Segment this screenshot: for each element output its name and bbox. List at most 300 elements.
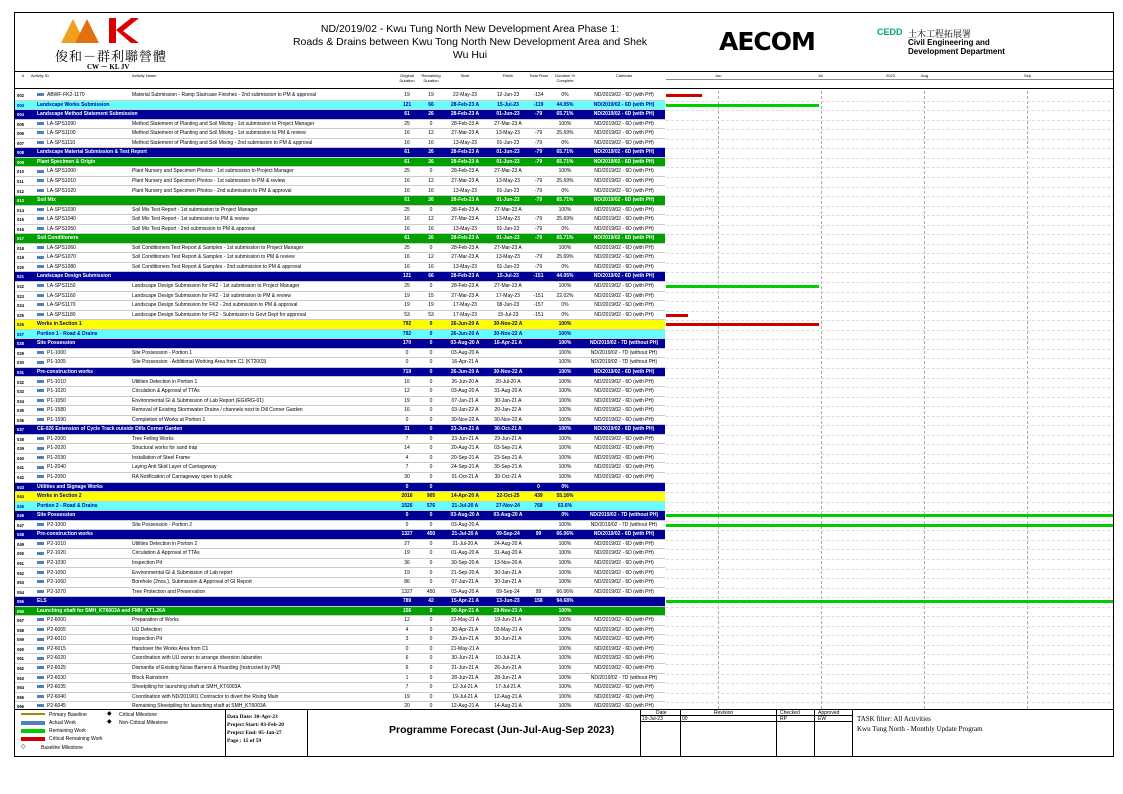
cell-s: 03-Aug-20 A xyxy=(451,521,479,528)
cell-r: 0 xyxy=(429,617,433,624)
gantt-bar[interactable] xyxy=(666,514,1114,517)
gantt-bar[interactable] xyxy=(666,323,819,326)
cell-id: P2-1070 xyxy=(37,588,133,597)
table-row[interactable] xyxy=(15,683,665,693)
cell-id: CE-026 Extension of Cycle Track outside Dills Corner Garden xyxy=(37,426,183,433)
cell-name: Environmental GI & Submission of Lab Report (EGI/RG-01) xyxy=(132,397,264,404)
table-row[interactable] xyxy=(15,635,665,645)
cell-o: 61 xyxy=(404,197,410,204)
group-row[interactable] xyxy=(15,148,665,158)
cell-n: 033 xyxy=(17,389,24,395)
col-rem-duration[interactable]: Remaining Duration xyxy=(421,73,441,83)
cell-o: 14 xyxy=(404,445,410,452)
table-row[interactable] xyxy=(15,120,665,130)
gantt-bar[interactable] xyxy=(666,600,1114,603)
cell-c: ND/2019/02 - 7D (without PH) xyxy=(590,674,658,681)
cell-n: 019 xyxy=(17,255,24,261)
cell-n: 037 xyxy=(17,427,24,433)
cell-s: 27-Mar-23 A xyxy=(451,254,479,261)
legend-item: Baseline Milestone xyxy=(41,745,83,751)
group-row[interactable] xyxy=(15,330,665,340)
cell-p: 94.68% xyxy=(556,598,574,605)
cell-r: 16 xyxy=(428,225,434,232)
cell-o: 20 xyxy=(404,703,410,710)
cell-s: 30-Apr-21 A xyxy=(451,626,479,633)
cell-r: 0 xyxy=(429,206,433,213)
gantt-bar[interactable] xyxy=(666,285,819,288)
cell-r: 0 xyxy=(429,244,433,251)
gantt-rowline xyxy=(666,263,1114,264)
cell-n: 016 xyxy=(17,226,24,232)
col-num[interactable]: # xyxy=(21,73,25,78)
cell-p: 65.71% xyxy=(556,235,574,242)
cell-r: 0 xyxy=(429,550,433,557)
cell-c: ND/2019/02 - 6D (with PH) xyxy=(594,559,654,566)
cell-n: 018 xyxy=(17,245,24,251)
cell-n: 007 xyxy=(17,140,24,146)
table-row[interactable] xyxy=(15,397,665,407)
cell-f: 30-Oct-21 A xyxy=(494,426,522,433)
gantt-rowline xyxy=(666,234,1114,235)
cell-s: 27-Mar-23 A xyxy=(451,177,479,184)
cell-id: LA-SPS1110 xyxy=(37,139,133,148)
cell-tf: -79 xyxy=(534,225,543,232)
gantt-rowline xyxy=(666,473,1114,474)
group-row[interactable] xyxy=(15,234,665,244)
col-pct-complete[interactable]: Duration % Complete xyxy=(555,73,575,83)
group-row[interactable] xyxy=(15,530,665,540)
cell-name: Site Possession - Portion 2 xyxy=(132,521,193,528)
cell-r: 12 xyxy=(428,254,434,261)
cell-n: 022 xyxy=(17,284,24,289)
gantt-bar[interactable] xyxy=(666,524,1114,527)
table-row[interactable] xyxy=(15,253,665,263)
cell-id: P1-2050 xyxy=(37,473,133,482)
cell-name: Landscape Design Submission for FK2 - 1st submission to Project Manager xyxy=(132,283,300,289)
cell-id: P1-1020 xyxy=(37,387,133,396)
gantt-rowline xyxy=(666,148,1114,149)
cell-r: 42 xyxy=(428,598,434,605)
table-row[interactable] xyxy=(15,139,665,149)
cell-r: 26 xyxy=(428,197,434,204)
cell-c: ND/2019/02 - 6D (with PH) xyxy=(594,216,654,223)
cell-f: 15-Jul-23 xyxy=(497,101,519,108)
cell-c: ND/2019/02 - 6D (with PH) xyxy=(594,626,654,633)
cell-id: Pre-construction works xyxy=(37,368,93,375)
critical-swatch xyxy=(21,737,45,741)
table-row[interactable] xyxy=(15,406,665,416)
table-row[interactable] xyxy=(15,616,665,626)
cell-id: P1-1580 xyxy=(37,406,133,415)
gantt-rowline xyxy=(666,225,1114,226)
table-row[interactable] xyxy=(15,540,665,550)
cell-o: 792 xyxy=(402,330,412,337)
schedule-grid xyxy=(15,71,1114,719)
table-row[interactable] xyxy=(15,654,665,664)
group-row[interactable] xyxy=(15,607,665,617)
table-row[interactable] xyxy=(15,358,665,368)
col-finish[interactable]: Finish xyxy=(502,73,514,78)
group-row[interactable] xyxy=(15,158,665,168)
col-activity-id[interactable]: Activity ID xyxy=(31,73,49,78)
cell-r: 0 xyxy=(429,559,433,566)
cell-s: 30-Apr-21 A xyxy=(451,607,479,614)
table-row[interactable] xyxy=(15,674,665,684)
cell-o: 121 xyxy=(402,273,412,280)
cell-p: 100% xyxy=(558,359,572,366)
table-row[interactable] xyxy=(15,416,665,426)
cell-r: 26 xyxy=(428,149,434,156)
cell-tf: -157 xyxy=(533,302,544,309)
cell-n: 041 xyxy=(17,465,24,471)
cell-s: 24-Sep-21 A xyxy=(451,464,479,471)
cell-r: 0 xyxy=(429,684,433,691)
cell-c: ND/2019/02 - 6D (with PH) xyxy=(594,588,654,595)
cell-name: Plant Nursery and Specimen Photos - 1st submission to PM & review xyxy=(132,177,286,184)
cell-id: LA-SPS1000 xyxy=(37,167,133,176)
group-row[interactable] xyxy=(15,492,665,502)
cell-n: 031 xyxy=(17,369,24,375)
cell-n: 004 xyxy=(17,112,24,118)
cell-id: P2-6000 xyxy=(37,616,133,625)
cell-f: 31-Aug-20 A xyxy=(494,388,522,395)
month-gridline xyxy=(718,91,719,719)
cell-name: Tree Felling Works xyxy=(132,435,174,442)
table-row[interactable] xyxy=(15,569,665,579)
cell-id: P2-6005 xyxy=(37,626,133,635)
col-orig-duration[interactable]: Original Duration xyxy=(399,73,415,83)
gantt-rowline xyxy=(666,406,1114,407)
cell-n: 026 xyxy=(17,322,24,328)
cell-id: Utilities and Signage Works xyxy=(37,483,103,490)
cell-o: 1327 xyxy=(401,588,413,595)
cell-r: 53 xyxy=(428,311,434,318)
cell-n: 021 xyxy=(17,274,24,280)
gantt-rowline xyxy=(666,282,1114,283)
cell-s: 16-Apr-21 A xyxy=(451,359,479,366)
cell-f: 15-Jul-23 xyxy=(497,273,519,280)
cell-o: 16 xyxy=(404,225,410,232)
legend-item: Critical Remaining Work xyxy=(49,736,103,742)
group-row[interactable] xyxy=(15,597,665,607)
table-row[interactable] xyxy=(15,473,665,483)
group-row[interactable] xyxy=(15,511,665,521)
cell-c: ND/2019/02 - 6D (with PH) xyxy=(593,111,655,118)
cell-p: 100% xyxy=(558,378,572,385)
table-row[interactable] xyxy=(15,206,665,216)
gantt-bar[interactable] xyxy=(666,94,702,97)
cell-id: ABWF-FK2-1170 xyxy=(37,91,133,100)
col-activity-name[interactable]: Activity Name xyxy=(132,73,157,78)
table-row[interactable] xyxy=(15,588,665,598)
cell-s: 30-Jun-21 A xyxy=(451,655,479,662)
cell-f: 12-Aug-21 A xyxy=(494,693,522,700)
cell-r: 0 xyxy=(429,349,433,356)
gantt-rowline xyxy=(666,330,1114,331)
cell-r: 0 xyxy=(429,120,433,127)
table-row[interactable] xyxy=(15,301,665,311)
cell-p: 63.6% xyxy=(557,502,573,509)
col-total-float[interactable]: Total Float xyxy=(529,73,548,78)
cell-s: 19-Jul-21 A xyxy=(452,693,478,700)
cell-f: 03-Sep-21 A xyxy=(494,445,522,452)
table-row[interactable] xyxy=(15,129,665,139)
cell-p: 100% xyxy=(558,407,572,414)
gantt-rowline xyxy=(666,358,1114,359)
cell-tf: -79 xyxy=(534,158,543,165)
cell-id: P1-2030 xyxy=(37,454,133,463)
table-row[interactable] xyxy=(15,378,665,388)
group-row[interactable] xyxy=(15,425,665,435)
cell-f: 30-Jan-21 A xyxy=(494,569,522,576)
cell-c: ND/2019/02 - 6D (with PH) xyxy=(594,263,654,270)
cell-r: 0 xyxy=(429,330,433,337)
cell-c: ND/2019/02 - 6D (with PH) xyxy=(594,168,654,175)
table-row[interactable] xyxy=(15,559,665,569)
group-row[interactable] xyxy=(15,368,665,378)
gantt-rowline xyxy=(666,635,1114,636)
cell-tf: 99 xyxy=(535,531,542,538)
cell-n: 032 xyxy=(17,379,24,385)
timescale-month: Jun xyxy=(715,73,722,78)
timescale-month: Jul xyxy=(818,73,824,78)
cell-n: 017 xyxy=(17,236,24,242)
gantt-rowline xyxy=(666,339,1114,340)
table-row[interactable] xyxy=(15,167,665,177)
cell-n: 035 xyxy=(17,408,24,414)
cell-c: ND/2019/02 - 6D (with PH) xyxy=(594,703,654,710)
cedd-mark: CEDD xyxy=(877,27,903,37)
cell-n: 049 xyxy=(17,541,24,547)
gantt-rowline xyxy=(666,588,1114,589)
gantt-rowline xyxy=(666,540,1114,541)
table-row[interactable] xyxy=(15,645,665,655)
cell-id: LA-SPS1070 xyxy=(37,253,133,262)
gantt-rowline xyxy=(666,597,1114,598)
cell-f: 30-Sep-21 A xyxy=(494,464,522,471)
timescale-month: Sep xyxy=(1024,73,1032,78)
cell-r: 0 xyxy=(429,388,433,395)
cell-s: 03-Jan-22 A xyxy=(451,407,479,414)
cell-n: 029 xyxy=(17,350,24,356)
cw-kl-logo-icon xyxy=(59,15,149,45)
gantt-bar[interactable] xyxy=(666,104,819,107)
cell-f: 03-Aug-20 A xyxy=(493,512,523,519)
cell-f: 29-Nov-21 A xyxy=(493,607,523,614)
table-row[interactable] xyxy=(15,177,665,187)
table-row[interactable] xyxy=(15,444,665,454)
cell-n: 014 xyxy=(17,207,24,213)
table-row[interactable] xyxy=(15,244,665,254)
cell-name: Landscape Design Submission for FK2 - 1st submission to PM & review xyxy=(132,292,291,299)
cell-c: ND/2019/02 - 6D (with PH) xyxy=(594,579,654,586)
timescale-year: 2023 xyxy=(666,74,1114,80)
cell-o: 19 xyxy=(404,292,410,299)
cell-c: ND/2019/02 - 6D (with PH) xyxy=(594,120,654,127)
group-row[interactable] xyxy=(15,272,665,282)
cell-name: Circulation & Approval of TTAs xyxy=(132,550,200,557)
cell-id: P2-6025 xyxy=(37,664,133,673)
cedd-english: Civil Engineering and Development Department xyxy=(908,38,1005,56)
cell-s: 17-May-23 xyxy=(453,311,477,318)
table-row[interactable] xyxy=(15,549,665,559)
table-row[interactable] xyxy=(15,435,665,445)
page-title: ND/2019/02 - Kwu Tung North New Development Area Phase 1: Roads & Drains between Kwu Tong North New Development Area and Shek Wu Hui xyxy=(292,23,648,61)
col-start[interactable]: Start xyxy=(460,73,470,78)
gantt-rowline xyxy=(666,502,1114,503)
cell-r: 0 xyxy=(429,407,433,414)
cell-tf: -79 xyxy=(534,197,543,204)
cell-o: 36 xyxy=(404,559,410,566)
cell-id: P2-1030 xyxy=(37,559,133,568)
month-gridline xyxy=(821,91,822,719)
table-row[interactable] xyxy=(15,626,665,636)
cell-p: 25.69% xyxy=(556,130,574,137)
table-row[interactable] xyxy=(15,387,665,397)
cell-p: 100% xyxy=(558,244,572,251)
cell-s: 20-Sep-21 A xyxy=(451,454,479,461)
cell-o: 4 xyxy=(405,454,409,461)
table-row[interactable] xyxy=(15,282,665,292)
table-row[interactable] xyxy=(15,292,665,302)
cell-r: 0 xyxy=(429,540,433,547)
cell-f: 10-Jul-21 A xyxy=(495,655,521,662)
baseline-swatch xyxy=(21,713,45,715)
table-row[interactable] xyxy=(15,187,665,197)
cell-n: 030 xyxy=(17,360,24,366)
cell-id: Landscape Works Submission xyxy=(37,101,110,108)
gantt-rowline xyxy=(666,463,1114,464)
table-row[interactable] xyxy=(15,463,665,473)
gantt-rowline xyxy=(666,569,1114,570)
cell-tf: -79 xyxy=(534,111,543,118)
cell-r: 0 xyxy=(429,636,433,643)
cell-f: 27-Nov-24 xyxy=(496,502,520,509)
gantt-bar[interactable] xyxy=(666,314,688,317)
table-row[interactable] xyxy=(15,225,665,235)
cell-f: 03-May-21 A xyxy=(493,626,523,633)
cell-r: 0 xyxy=(429,521,433,528)
cell-name: Laying Anti Skid Layer of Carriageway xyxy=(132,464,217,471)
cell-f: 20-Jan-22 A xyxy=(494,407,522,414)
table-row[interactable] xyxy=(15,311,665,321)
cell-s: 27-Mar-23 A xyxy=(451,216,479,223)
cell-c: ND/2019/02 - 6D (with PH) xyxy=(594,206,654,213)
cell-c: ND/2019/02 - 6D (with PH) xyxy=(594,130,654,137)
cell-c: ND/2019/02 - 7D (without PH) xyxy=(589,512,659,519)
cell-name: Plant Nursery and Specimen Photos - 1st submission to Project Manager xyxy=(132,168,294,175)
cell-f: 30-Nov-22 A xyxy=(493,330,523,337)
table-row[interactable] xyxy=(15,215,665,225)
cell-id: P1-2000 xyxy=(37,435,133,444)
cell-c: ND/2019/02 - 6D (with PH) xyxy=(594,397,654,404)
cell-name: Landscape Design Submission for FK2 - 2nd submission to PM & approval xyxy=(132,302,298,309)
cell-c: ND/2019/02 - 6D (with PH) xyxy=(594,139,654,146)
cell-s: 03-Aug-20 A xyxy=(451,388,479,395)
cell-p: 65.71% xyxy=(556,111,574,118)
cell-c: ND/2019/02 - 6D (with PH) xyxy=(594,435,654,442)
cell-f: 13-Jun-23 xyxy=(496,598,520,605)
cell-tf: -79 xyxy=(534,187,543,194)
cell-s: 12-Jul-21 A xyxy=(452,684,478,691)
cell-n: 051 xyxy=(17,560,24,566)
cell-r: 0 xyxy=(429,397,433,404)
cell-n: 057 xyxy=(17,618,24,624)
cell-n: 008 xyxy=(17,150,24,156)
group-row[interactable] xyxy=(15,483,665,493)
cell-s: 26-Jun-20 A xyxy=(451,378,479,385)
group-row[interactable] xyxy=(15,320,665,330)
group-row[interactable] xyxy=(15,196,665,206)
cell-r: 12 xyxy=(428,216,434,223)
cell-f: 16-Apr-21 A xyxy=(494,340,522,347)
cell-o: 27 xyxy=(404,540,410,547)
table-row[interactable] xyxy=(15,263,665,273)
group-row[interactable] xyxy=(15,101,665,111)
group-row[interactable] xyxy=(15,110,665,120)
cell-r: 0 xyxy=(429,645,433,652)
cell-p: 100% xyxy=(558,368,572,375)
cell-p: 100% xyxy=(558,703,572,710)
cell-f: 17-Jul-21 A xyxy=(495,684,521,691)
cell-id: P2-1060 xyxy=(37,578,133,587)
cell-o: 30 xyxy=(404,474,410,480)
cell-id: P2-6035 xyxy=(37,683,133,692)
legend-item: Remaining Work xyxy=(49,728,86,734)
cell-tf: -79 xyxy=(534,235,543,242)
table-row[interactable] xyxy=(15,578,665,588)
cell-p: 0% xyxy=(561,225,569,232)
cell-tf: -79 xyxy=(534,263,543,270)
group-row[interactable] xyxy=(15,502,665,512)
cell-p: 65.71% xyxy=(556,197,574,204)
cell-name: Utilities Detection in Portion 2 xyxy=(132,540,198,547)
col-calendar[interactable]: Calendar xyxy=(615,73,633,78)
table-row[interactable] xyxy=(15,664,665,674)
cell-name: RA Notification of Carriageway open to public xyxy=(132,474,233,480)
gantt-rowline xyxy=(666,167,1114,168)
cell-p: 100% xyxy=(558,636,572,643)
table-row[interactable] xyxy=(15,693,665,703)
cell-s: 28-Feb-23 A xyxy=(450,273,480,280)
cell-c: ND/2019/02 - 6D (with PH) xyxy=(594,550,654,557)
month-gridline xyxy=(924,91,925,719)
table-row[interactable] xyxy=(15,521,665,531)
cell-s: 21-May-21 A xyxy=(450,645,480,652)
cell-n: 058 xyxy=(17,627,24,633)
cell-s: 21-Jul-20 A xyxy=(452,540,478,547)
cell-p: 0% xyxy=(561,483,569,490)
cell-p: 100% xyxy=(558,464,572,471)
group-row[interactable] xyxy=(15,339,665,349)
gantt-rowline xyxy=(666,664,1114,665)
cell-s: 26-Jun-20 A xyxy=(450,321,480,328)
gantt-rowline xyxy=(666,196,1114,197)
cell-s: 21-Jul-20 A xyxy=(451,531,479,538)
cell-f: 30-Nov-22 A xyxy=(494,416,522,423)
table-row[interactable] xyxy=(15,349,665,359)
gantt-rowline xyxy=(666,683,1114,684)
table-row[interactable] xyxy=(15,454,665,464)
cell-r: 19 xyxy=(428,92,434,98)
gantt-rowline xyxy=(666,674,1114,675)
cell-id: Plant Specimen & Origin xyxy=(37,158,96,165)
cell-name: Method Statement of Planting and Soil Mixing - 1st submission to Project Manager xyxy=(132,120,315,127)
cell-s: 07-Jan-21 A xyxy=(451,579,479,586)
table-row[interactable] xyxy=(15,91,665,101)
cell-id: P2-1000 xyxy=(37,521,133,530)
cell-p: 25.69% xyxy=(556,254,574,261)
